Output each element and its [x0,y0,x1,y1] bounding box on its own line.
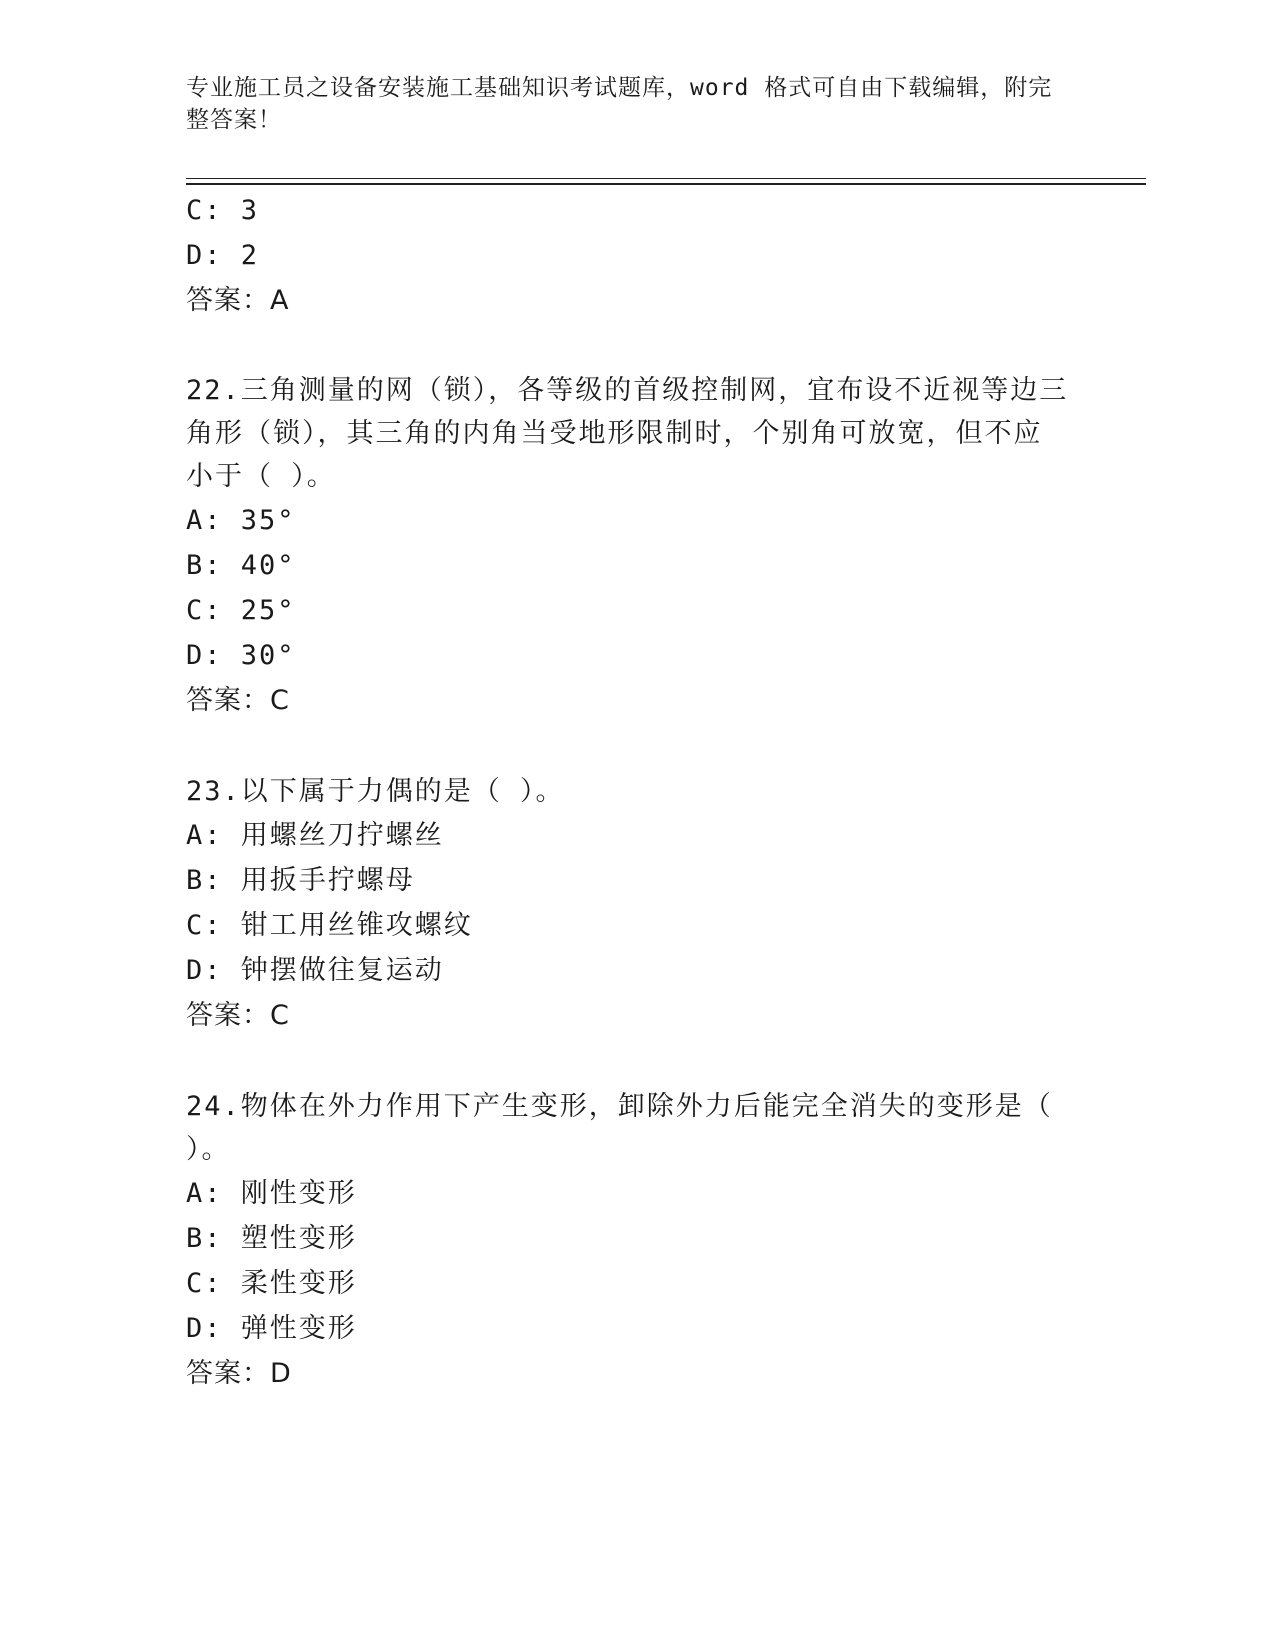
option-d: D: 2 [186,240,260,271]
option-c: C: 柔性变形 [186,1268,357,1299]
question-23 [186,770,1086,1038]
option-a: A: 用螺丝刀拧螺丝 [186,820,444,851]
answer-line: 答案：C [186,1000,290,1031]
question-24 [186,1085,1086,1396]
option-d: D: 弹性变形 [186,1313,357,1344]
question-text-line: 小于（ ）。 [186,461,336,492]
question-text-line: 23.以下属于力偶的是（ ）。 [186,776,565,807]
option-c: C: 25° [186,595,296,626]
header-divider-top [186,178,1146,179]
option-b: B: 用扳手拧螺母 [186,865,415,896]
answer-line: 答案：A [186,285,290,316]
option-a: A: 刚性变形 [186,1178,357,1209]
spacer [186,723,1086,770]
option-b: B: 塑性变形 [186,1223,357,1254]
option-b: B: 40° [186,550,296,581]
question-22 [186,369,1086,723]
question-text-line: 角形（锁），其三角的内角当受地形限制时，个别角可放宽，但不应 [186,418,1043,449]
option-c: C: 钳工用丝锥攻螺纹 [186,910,473,941]
header-title-line-1: 专业施工员之设备安装施工基础知识考试题库，word 格式可自由下载编辑，附完 [186,75,1053,101]
spacer [186,323,1086,369]
spacer [186,1038,1086,1085]
document-header [186,72,1066,136]
question-text-line: 24.物体在外力作用下产生变形，卸除外力后能完全消失的变形是（ [186,1091,1053,1122]
question-text-line: 22.三角测量的网（锁），各等级的首级控制网，宜布设不近视等边三 [186,375,1069,406]
question-text-line: ）。 [186,1134,231,1165]
answer-line: 答案：D [186,1358,292,1389]
header-title-line-2: 整答案！ [186,107,282,133]
option-d: D: 钟摆做往复运动 [186,955,444,986]
answer-line: 答案：C [186,685,290,716]
option-d: D: 30° [186,640,296,671]
option-a: A: 35° [186,505,296,536]
option-c: C: 3 [186,195,260,226]
header-divider-bottom [186,183,1146,185]
question-content [186,188,1086,1396]
question-21-continuation [186,188,1086,323]
